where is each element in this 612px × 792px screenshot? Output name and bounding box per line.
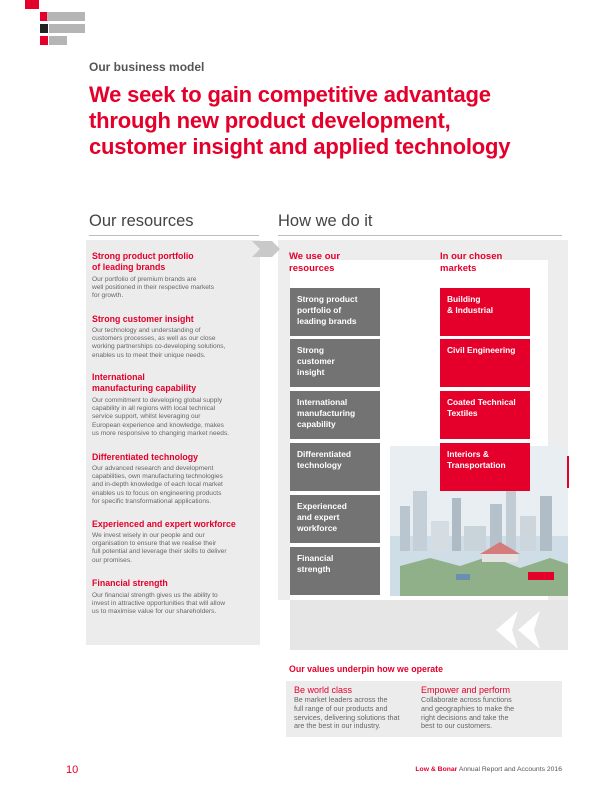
value-body: Be market leaders across the full range of our products and services, delivering solutions that are the best in our industry.	[294, 695, 400, 731]
footer-brand: Low & Bonar	[415, 766, 458, 773]
resource-body: Our commitment to developing global supply capability in all regions with local technical service support, whilst leveraging our European experience and knowledge, makes us more responsive to changing market needs.	[92, 397, 230, 437]
resource-item	[92, 578, 257, 617]
resource-box: Strong customer insight	[290, 339, 380, 387]
resource-body: Our technology and understanding of customers processes, as well as our close working partnerships co-developing solutions, enables us to meet their unique needs.	[92, 327, 226, 359]
value-item	[294, 685, 414, 731]
flow-arrow-icon	[252, 241, 280, 257]
market-box: Interiors & Transportation	[440, 443, 530, 491]
resource-body: Our financial strength gives us the ability to invest in attractive opportunities that will allow us to maximise value for our shareholders.	[92, 592, 226, 616]
resource-item	[92, 452, 257, 506]
resource-item	[92, 251, 257, 301]
value-title: Empower and perform	[421, 685, 511, 695]
value-body: Collaborate across functions and geographies to make the right decisions and take the best to our customers.	[421, 695, 515, 731]
headline-line: customer insight and applied technology	[89, 134, 511, 159]
market-box: Coated Technical Textiles	[440, 391, 530, 439]
logo-mark	[25, 0, 85, 48]
resource-box: Differentiated technology	[290, 443, 380, 491]
resource-box: Financial strength	[290, 547, 380, 595]
resources-heading: Our resources	[89, 212, 194, 230]
resource-box: International manufacturing capability	[290, 391, 380, 439]
market-box: Civil Engineering	[440, 339, 530, 387]
resource-title: International manufacturing capability	[92, 372, 197, 393]
resource-box: Strong product portfolio of leading brands	[290, 288, 380, 336]
headline-line: We seek to gain competitive advantage	[89, 82, 491, 107]
how-heading: How we do it	[278, 212, 373, 230]
headline-line: through new product development,	[89, 108, 451, 133]
footer-text	[415, 766, 562, 773]
resource-title: Strong customer insight	[92, 314, 194, 324]
resource-title: Financial strength	[92, 578, 168, 588]
page-headline	[89, 82, 589, 160]
resource-body: Our advanced research and development capabilities, own manufacturing technologies and in-depth knowledge of each local market enables us to focus on engineering products for specific transformational applications.	[92, 465, 223, 505]
resource-item	[92, 314, 257, 360]
footer-report: Annual Report and Accounts 2016	[457, 766, 562, 773]
resource-item	[92, 519, 257, 565]
resource-title: Strong product portfolio of leading brands	[92, 251, 194, 272]
page-number: 10	[66, 764, 79, 776]
resource-title: Experienced and expert workforce	[92, 519, 236, 529]
divider	[89, 235, 259, 236]
value-item	[421, 685, 556, 731]
resource-body: Our portfolio of premium brands are well positioned in their respective markets for growth.	[92, 276, 215, 300]
resource-box: Experienced and expert workforce	[290, 495, 380, 543]
resource-item	[92, 372, 257, 438]
values-heading: Our values underpin how we operate	[289, 664, 443, 674]
use-resources-heading: We use our resources	[289, 251, 341, 274]
resource-title: Differentiated technology	[92, 452, 199, 462]
value-title: Be world class	[294, 685, 353, 695]
market-box: Building & Industrial	[440, 288, 530, 336]
chosen-markets-heading: In our chosen markets	[440, 251, 503, 274]
section-label: Our business model	[89, 60, 205, 74]
resource-body: We invest wisely in our people and our organisation to ensure that we realise their full potential and leverage their skills to deliver our promises.	[92, 532, 227, 564]
